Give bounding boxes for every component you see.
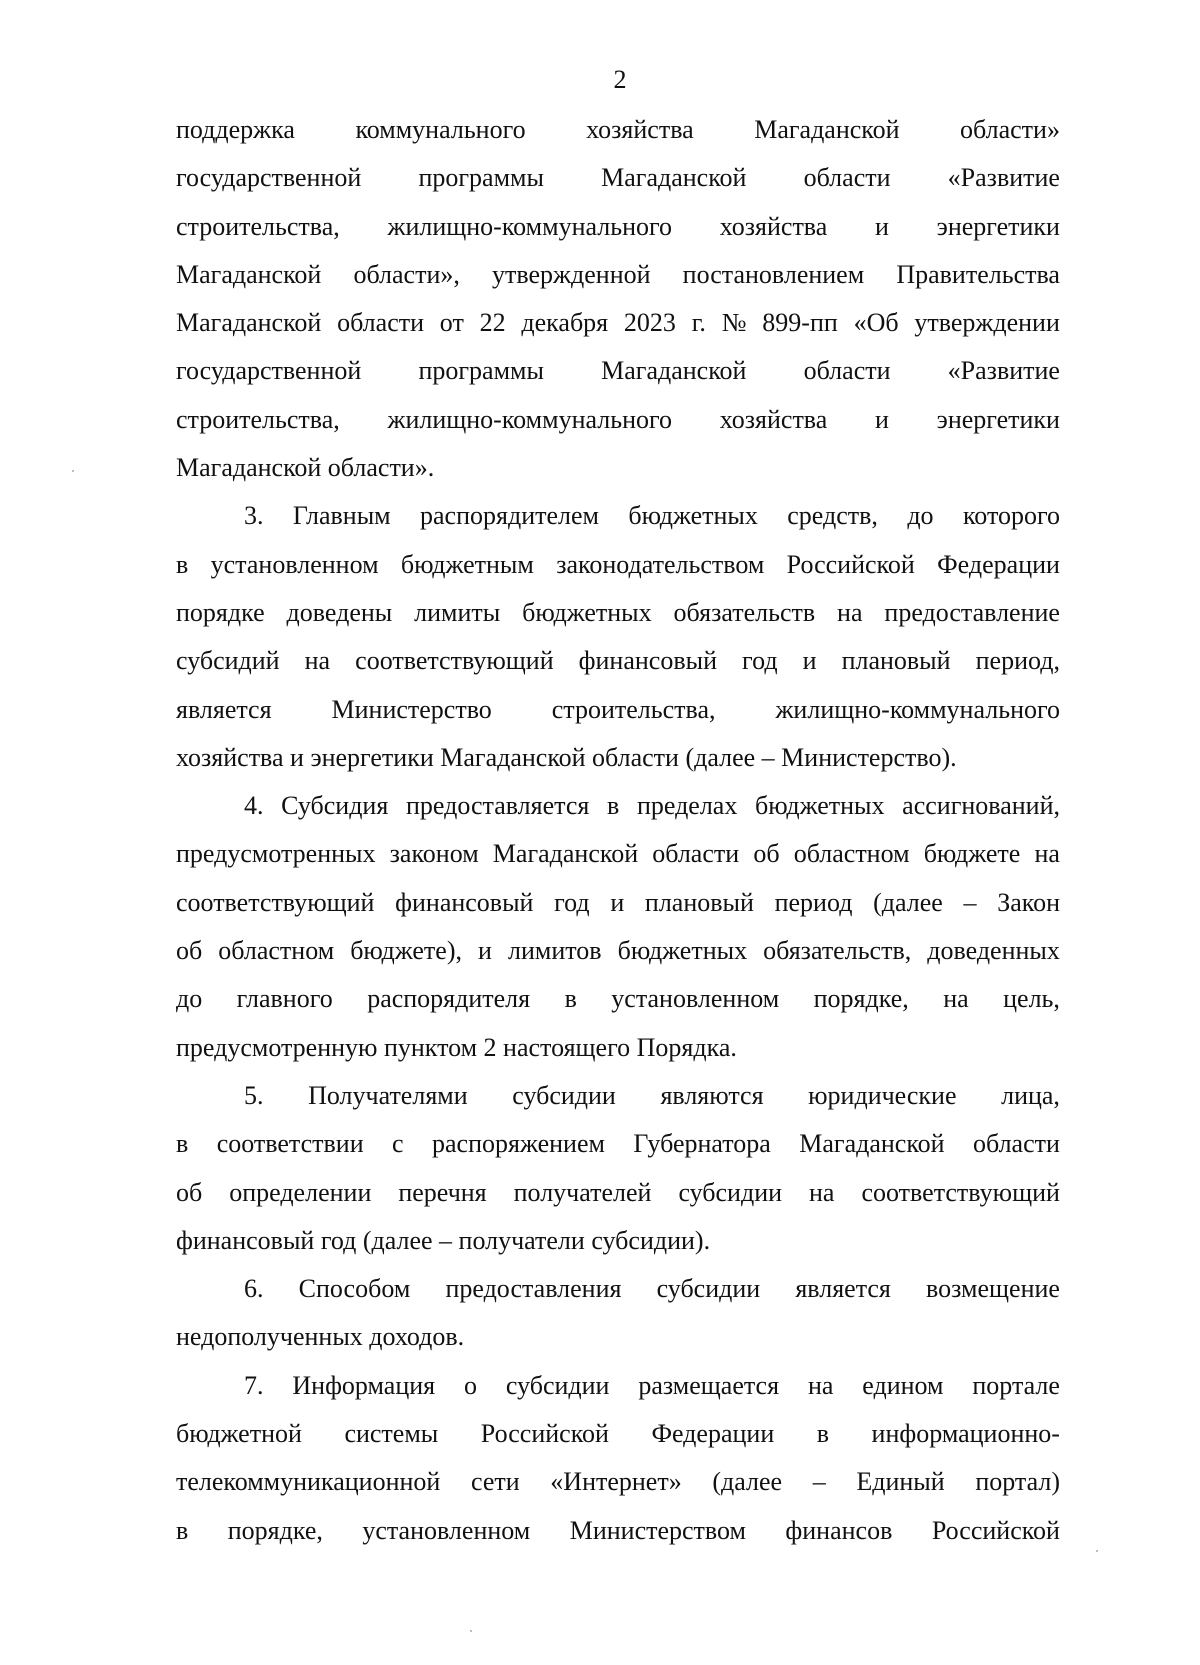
word: хозяйства xyxy=(586,115,694,144)
word: распоряжением xyxy=(432,1129,605,1159)
word: (далее xyxy=(712,1467,783,1497)
text-line xyxy=(176,1072,1060,1120)
word: в xyxy=(816,1419,830,1449)
word: – xyxy=(963,887,977,917)
text-line xyxy=(176,1265,1060,1313)
word: распорядителя xyxy=(367,984,531,1014)
word: коммунального xyxy=(355,115,526,144)
word: субсидии xyxy=(678,1177,783,1207)
word: государственной xyxy=(176,356,362,386)
word: перечня xyxy=(398,1177,487,1207)
word: 899-пп xyxy=(762,308,838,338)
text-line xyxy=(176,637,1060,685)
word: Федерации xyxy=(937,549,1060,579)
text-line xyxy=(176,1507,1060,1555)
text-line xyxy=(176,1362,1060,1410)
word: программы xyxy=(418,163,544,193)
word: бюджетной xyxy=(176,1419,302,1449)
word: портале xyxy=(972,1370,1060,1400)
word: – xyxy=(812,1467,826,1497)
word: в xyxy=(607,791,620,821)
word: законом xyxy=(389,839,479,869)
word: Закон xyxy=(997,887,1060,917)
word: год xyxy=(742,646,778,676)
word: бюджете xyxy=(923,839,1021,869)
word: об xyxy=(176,936,203,966)
word: лимитов xyxy=(508,936,602,966)
word: утвержденной xyxy=(492,259,651,289)
word: декабря xyxy=(521,308,609,338)
word: год xyxy=(554,887,590,917)
word: предоставления xyxy=(445,1274,622,1304)
word: и xyxy=(875,211,889,241)
word: государственной xyxy=(176,163,362,193)
word: бюджете), xyxy=(350,936,462,966)
word: и xyxy=(802,646,817,676)
document-body xyxy=(176,106,1060,1555)
word: 3. xyxy=(244,501,264,531)
word: порядке, xyxy=(227,1515,323,1545)
word: от xyxy=(439,308,464,338)
word: субсидии xyxy=(505,1370,610,1400)
word: бюджетных xyxy=(617,936,748,966)
text-line xyxy=(176,541,1060,589)
word: соответствующий xyxy=(355,646,554,676)
word: портал) xyxy=(975,1467,1060,1497)
word: обязательств, xyxy=(763,936,912,966)
word: соответствующий xyxy=(176,887,375,917)
word: жилищно-коммунального xyxy=(387,404,673,434)
word: возмещение xyxy=(926,1274,1060,1304)
word: порядке, xyxy=(813,984,909,1014)
word: является xyxy=(795,1274,891,1304)
text-line xyxy=(176,1458,1060,1506)
word: (далее xyxy=(873,887,943,917)
word: главного xyxy=(236,984,333,1014)
word: бюджетных xyxy=(628,501,758,531)
word: период, xyxy=(975,646,1060,676)
word: является xyxy=(176,694,272,724)
word: финансов xyxy=(785,1515,893,1545)
word: ассигнований, xyxy=(902,791,1060,821)
word: постановлением xyxy=(682,259,865,289)
word: являются xyxy=(660,1080,764,1110)
word: программы xyxy=(418,356,544,386)
word: финансовый xyxy=(395,887,534,917)
word: Российской xyxy=(786,549,915,579)
word: области xyxy=(973,1129,1060,1159)
text-line xyxy=(176,1120,1060,1168)
text-line xyxy=(176,203,1060,251)
word: бюджетных xyxy=(522,597,652,627)
word: период xyxy=(774,887,853,917)
text-line: Магаданской области». xyxy=(176,453,435,483)
word: плановый xyxy=(841,646,951,676)
word: сети xyxy=(470,1467,520,1497)
word: хозяйства xyxy=(719,404,828,434)
word: «Интернет» xyxy=(550,1467,682,1497)
word: в xyxy=(176,1515,189,1545)
word: Магаданской xyxy=(799,1129,945,1159)
page-number: 2 xyxy=(613,65,627,94)
text-line xyxy=(176,106,1060,154)
word: энергетики xyxy=(936,211,1060,241)
word: области xyxy=(803,163,891,193)
word: едином xyxy=(862,1370,944,1400)
word: Российской xyxy=(480,1419,609,1449)
text-line xyxy=(176,830,1060,878)
word: субсидии xyxy=(656,1274,761,1304)
text-line xyxy=(176,782,1060,830)
text-line: недополученных доходов. xyxy=(176,1322,465,1352)
word: в xyxy=(176,1129,189,1159)
word: Способом xyxy=(298,1274,411,1304)
word: на xyxy=(809,1177,835,1207)
text-line xyxy=(176,686,1060,734)
word: пределах xyxy=(636,791,738,821)
word: «Развитие xyxy=(947,356,1060,386)
word: Губернатора xyxy=(633,1129,771,1159)
word: Информация xyxy=(292,1370,436,1400)
word: Магаданской xyxy=(601,163,747,193)
word: и xyxy=(478,936,492,966)
word: установленном xyxy=(362,1515,531,1545)
word: строительства, xyxy=(176,211,340,241)
text-line xyxy=(176,927,1060,975)
word: г. xyxy=(691,308,706,338)
word: хозяйства xyxy=(719,211,828,241)
word: «Развитие xyxy=(947,163,1060,193)
word: на xyxy=(1034,839,1060,869)
word: средств, xyxy=(787,501,878,531)
word: телекоммуникационной xyxy=(176,1467,441,1497)
text-line xyxy=(176,154,1060,202)
word: системы xyxy=(344,1419,439,1449)
word: 4. xyxy=(244,791,264,821)
word: финансовый xyxy=(578,646,717,676)
word: Субсидия xyxy=(281,791,389,821)
word: на xyxy=(304,646,331,676)
word: области xyxy=(803,356,891,386)
word: 7. xyxy=(244,1370,264,1400)
word: соответствии xyxy=(216,1129,364,1159)
word: Магаданской xyxy=(492,839,639,869)
text-line: финансовый год (далее – получатели субсидии). xyxy=(176,1225,711,1255)
word: юридические xyxy=(808,1080,957,1110)
word: доведенных xyxy=(927,936,1060,966)
word: субсидий xyxy=(176,646,280,676)
word: Российской xyxy=(931,1515,1060,1545)
word: бюджетным xyxy=(400,549,534,579)
text-line xyxy=(176,975,1060,1023)
word: обязательств xyxy=(673,597,816,627)
word: которого xyxy=(962,501,1060,531)
word: жилищно-коммунального xyxy=(775,694,1060,724)
word: № xyxy=(721,308,747,338)
text-line xyxy=(176,396,1060,444)
word: областном xyxy=(793,839,910,869)
word: областном xyxy=(218,936,335,966)
text-line xyxy=(176,1169,1060,1217)
word: Магаданской xyxy=(176,308,322,338)
word: строительства, xyxy=(176,404,340,434)
word: законодательством xyxy=(556,549,765,579)
word: на xyxy=(807,1370,834,1400)
word: области», xyxy=(353,259,460,289)
word: цель, xyxy=(1003,984,1060,1014)
text-line: хозяйства и энергетики Магаданской области (далее – Министерство). xyxy=(176,742,957,772)
word: до xyxy=(907,501,934,531)
word: области xyxy=(337,308,425,338)
text-line xyxy=(176,299,1060,347)
text-line xyxy=(176,589,1060,637)
word: на xyxy=(943,984,969,1014)
word: поддержка xyxy=(176,115,295,144)
word: распорядителем xyxy=(420,501,599,531)
word: до xyxy=(176,984,203,1014)
word: размещается xyxy=(638,1370,780,1400)
word: установленном xyxy=(210,549,379,579)
word: и xyxy=(610,887,625,917)
word: 22 xyxy=(479,308,506,338)
word: жилищно-коммунального xyxy=(387,211,673,241)
word: 6. xyxy=(244,1274,264,1304)
word: в xyxy=(564,984,577,1014)
text-line xyxy=(176,347,1060,395)
word: Получателями xyxy=(308,1080,468,1110)
word: Магаданской xyxy=(754,115,900,144)
word: получателей xyxy=(513,1177,652,1207)
word: Магаданской xyxy=(601,356,747,386)
word: определении xyxy=(229,1177,372,1207)
word: области» xyxy=(960,115,1060,144)
word: предоставляется xyxy=(405,791,590,821)
word: информационно- xyxy=(871,1419,1060,1449)
word: энергетики xyxy=(936,404,1060,434)
text-line xyxy=(176,1410,1060,1458)
word: «Об xyxy=(853,308,899,338)
word: доведены xyxy=(286,597,393,627)
word: порядке xyxy=(176,597,265,627)
word: 5. xyxy=(244,1080,264,1110)
word: строительства, xyxy=(551,694,716,724)
word: о xyxy=(464,1370,477,1400)
word: соответствующий xyxy=(861,1177,1060,1207)
text-line xyxy=(176,251,1060,299)
word: в xyxy=(176,549,189,579)
word: лица, xyxy=(1001,1080,1060,1110)
word: об xyxy=(176,1177,203,1207)
text-line: предусмотренную пунктом 2 настоящего Порядка. xyxy=(176,1032,737,1062)
word: 2023 xyxy=(623,308,676,338)
word: Министерство xyxy=(331,694,492,724)
text-line xyxy=(176,492,1060,540)
word: предусмотренных xyxy=(176,839,376,869)
word: на xyxy=(837,597,863,627)
word: утверждении xyxy=(914,308,1060,338)
word: установленном xyxy=(611,984,780,1014)
word: плановый xyxy=(644,887,754,917)
word: лимиты xyxy=(414,597,501,627)
word: субсидии xyxy=(512,1080,616,1110)
word: Магаданской xyxy=(176,259,322,289)
word: бюджетных xyxy=(755,791,885,821)
scan-artifact xyxy=(72,470,74,472)
word: Единый xyxy=(856,1467,945,1497)
text-line xyxy=(176,879,1060,927)
scan-artifact xyxy=(1096,1550,1098,1552)
word: Правительства xyxy=(896,259,1060,289)
word: Главным xyxy=(292,501,391,531)
word: об xyxy=(753,839,780,869)
scan-artifact xyxy=(470,1630,472,1632)
word: Министерством xyxy=(569,1515,746,1545)
word: и xyxy=(875,404,889,434)
word: с xyxy=(392,1129,404,1159)
word: области xyxy=(652,839,740,869)
word: Федерации xyxy=(651,1419,775,1449)
word: предоставление xyxy=(884,597,1060,627)
